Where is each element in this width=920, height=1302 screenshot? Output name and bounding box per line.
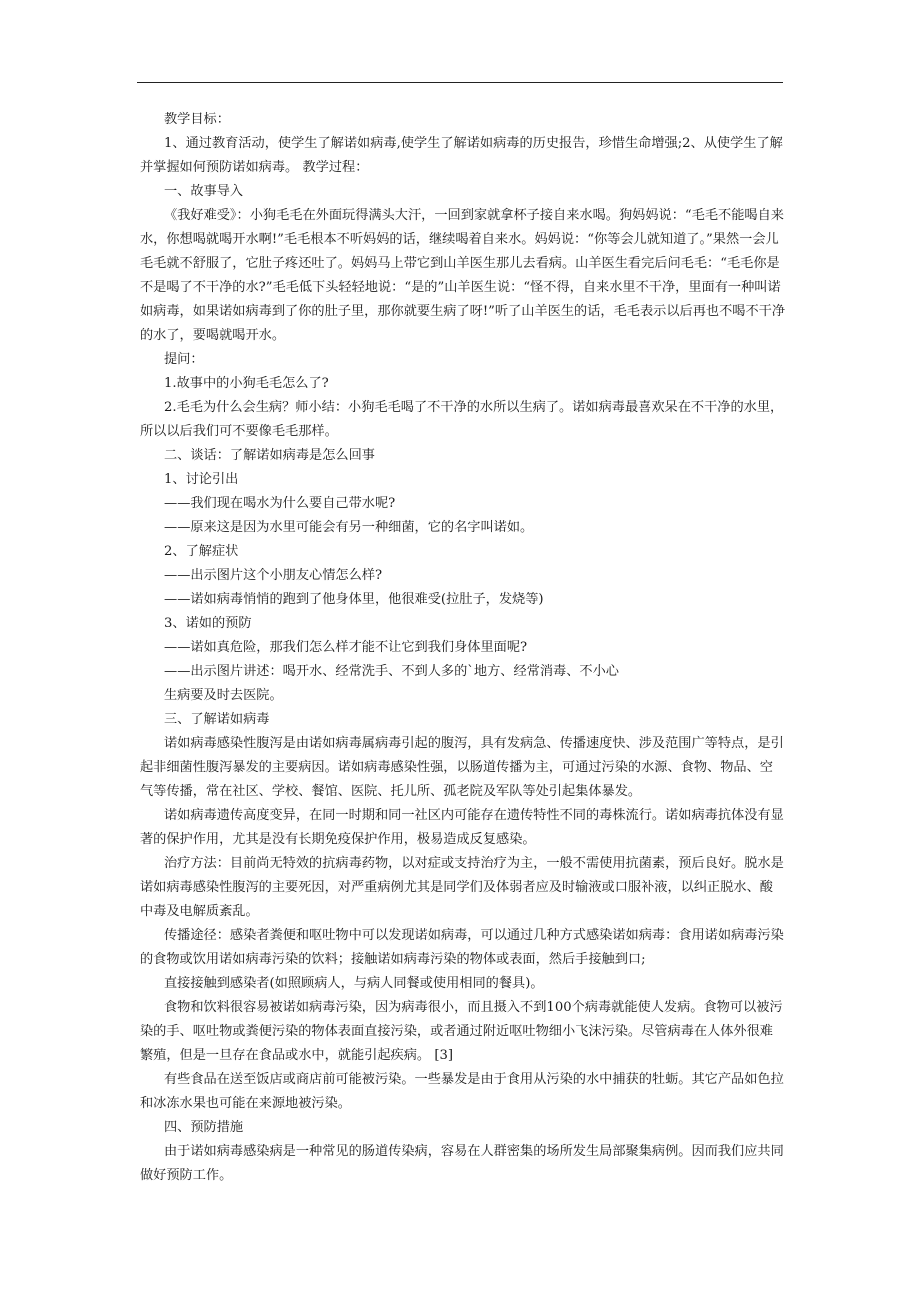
paragraph: ——原来这是因为水里可能会有另一种细菌，它的名字叫诺如。: [164, 520, 534, 535]
paragraph: 治疗方法：目前尚无特效的抗病毒药物，以对症或支持治疗为主，一般不需使用抗菌素，预后良好。脱水是诺如病毒感染性腹泻的主要死因，对严重病例尤其是同学们及体弱者应及时输液或口服补液，以纠正脱水、酸中毒及电解质紊乱。: [140, 856, 784, 919]
paragraph: 3、诺如的预防: [164, 616, 252, 631]
paragraph: 2.毛毛为什么会生病？师小结：小狗毛毛喝了不干净的水所以生病了。诺如病毒最喜欢呆在不干净的水里，所以以后我们可不要像毛毛那样。: [140, 400, 784, 439]
paragraph: 二、谈话：了解诺如病毒是怎么回事: [164, 448, 375, 463]
paragraph: 提问：: [164, 352, 204, 367]
paragraph: 由于诺如病毒感染病是一种常见的肠道传染病，容易在人群密集的场所发生局部聚集病例。因而我们应共同做好预防工作。: [140, 1144, 784, 1183]
paragraph: 教学目标：: [164, 112, 230, 127]
paragraph: 1、通过教育活动，使学生了解诺如病毒,使学生了解诺如病毒的历史报告，珍惜生命增强;2、从使学生了解并掌握如何预防诺如病毒。 教学过程：: [140, 136, 783, 175]
paragraph: 诺如病毒遗传高度变异，在同一时期和同一社区内可能存在遗传特性不同的毒株流行。诺如病毒抗体没有显著的保护作用，尤其是没有长期免疫保护作用，极易造成反复感染。: [140, 808, 784, 847]
paragraph: 食物和饮料很容易被诺如病毒污染，因为病毒很小，而且摄入不到100个病毒就能使人发病。食物可以被污染的手、呕吐物或粪便污染的物体表面直接污染，或者通过附近呕吐物细小飞沫污染。尽管病毒在人体外很难繁殖，但是一旦存在食品或水中，就能引起疾病。 [3]: [140, 1000, 783, 1063]
paragraph: 传播途径：感染者粪便和呕吐物中可以发现诺如病毒，可以通过几种方式感染诺如病毒：食用诺如病毒污染的食物或饮用诺如病毒污染的饮料；接触诺如病毒污染的物体或表面，然后手接触到口;: [140, 928, 784, 967]
paragraph: 有些食品在送至饭店或商店前可能被污染。一些暴发是由于食用从污染的水中捕获的牡蛎。其它产品如色拉和冰冻水果也可能在来源地被污染。: [140, 1072, 784, 1111]
paragraph: 诺如病毒感染性腹泻是由诺如病毒属病毒引起的腹泻，具有发病急、传播速度快、涉及范围广等特点，是引起非细菌性腹泻暴发的主要病因。诺如病毒感染性强，以肠道传播为主，可通过污染的水源、食物、物品、空气等传播，常在社区、学校、餐馆、医院、托儿所、孤老院及军队等处引起集体暴发。: [140, 736, 784, 799]
paragraph: 四、预防措施: [164, 1120, 244, 1135]
paragraph: 直接接触到感染者(如照顾病人，与病人同餐或使用相同的餐具)。: [164, 976, 544, 991]
paragraph: 生病要及时去医院。: [164, 688, 283, 703]
paragraph: 2、了解症状: [164, 544, 239, 559]
paragraph: 《我好难受》：小狗毛毛在外面玩得满头大汗，一回到家就拿杯子接自来水喝。狗妈妈说：“毛毛不能喝自来水，你想喝就喝开水啊!”毛毛根本不听妈妈的话，继续喝着自来水。妈妈说：“你等会儿就知道了。”果然一会儿毛毛就不舒服了，它肚子疼还吐了。妈妈马上带它到山羊医生那儿去看病。山羊医生看完后问毛毛：“毛毛你是不是喝了不干净的水?”毛毛低下头轻轻地说：“是的”山羊医生说：“怪不得，自来水里不干净，里面有一种叫诺如病毒，如果诺如病毒到了你的肚子里，那你就要生病了呀!”听了山羊医生的话，毛毛表示以后再也不喝不干净的水了，要喝就喝开水。: [140, 208, 786, 343]
paragraph: ——出示图片讲述：喝开水、经常洗手、不到人多的`地方、经常消毒、不小心: [164, 664, 619, 679]
paragraph: ——诺如病毒悄悄的跑到了他身体里，他很难受(拉肚子，发烧等): [164, 592, 544, 607]
paragraph: ——我们现在喝水为什么要自己带水呢?: [164, 496, 396, 511]
header-divider: [137, 82, 783, 83]
paragraph: 一、故事导入: [164, 184, 244, 199]
document-body: [140, 108, 786, 1188]
paragraph: ——出示图片这个小朋友心情怎么样?: [164, 568, 383, 583]
paragraph: 三、了解诺如病毒: [164, 712, 270, 727]
paragraph: 1.故事中的小狗毛毛怎么了?: [164, 376, 329, 391]
paragraph: 1、讨论引出: [164, 472, 239, 487]
paragraph: ——诺如真危险，那我们怎么样才能不让它到我们身体里面呢?: [164, 640, 528, 655]
